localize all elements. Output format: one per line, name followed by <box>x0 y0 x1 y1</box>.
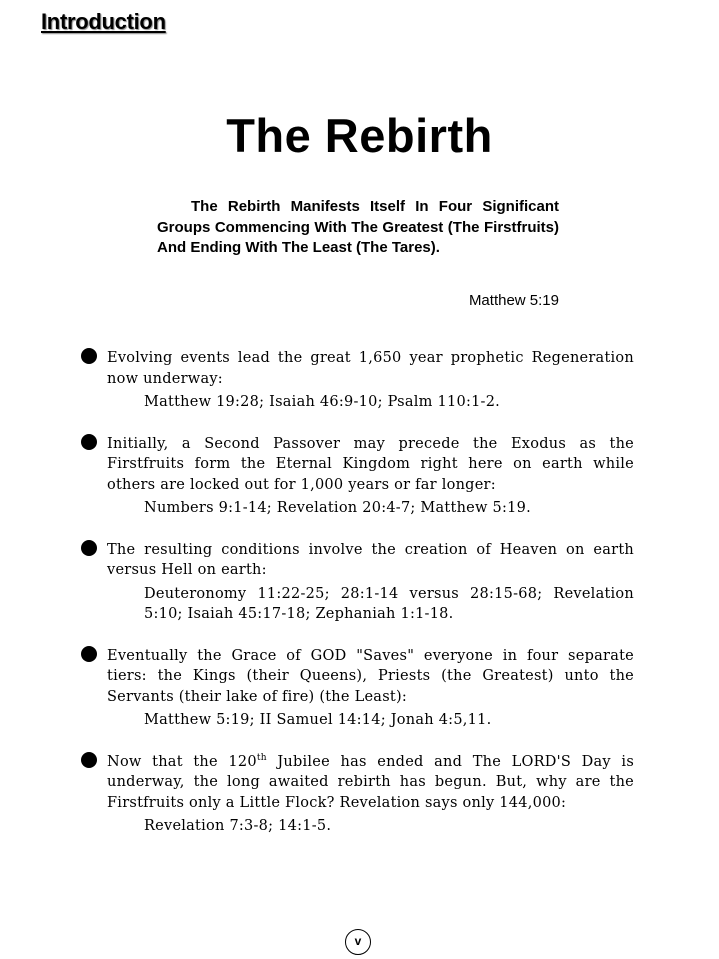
list-item-text: Eventually the Grace of GOD "Saves" everyone in four separate tiers: the Kings (their Queens), Priests (the Greatest) unto the Servants (their lake of fire) (the Least): <box>107 647 634 705</box>
bullet-list <box>74 348 634 858</box>
list-item <box>74 646 634 731</box>
list-item-references: Numbers 9:1-14; Revelation 20:4-7; Matthew 5:19. <box>144 500 531 516</box>
list-item-text: Evolving events lead the great 1,650 year prophetic Regeneration now underway: <box>107 350 634 387</box>
list-item-references: Matthew 5:19; II Samuel 14:14; Jonah 4:5,11. <box>144 712 492 728</box>
page-title: The Rebirth <box>226 109 493 162</box>
page-number: v <box>345 929 371 955</box>
bullet-dot-icon <box>81 434 97 450</box>
bullet-dot-icon <box>81 646 97 662</box>
list-item <box>74 540 634 625</box>
list-item <box>74 348 634 413</box>
list-item-text: Initially, a Second Passover may precede the Exodus as the Firstfruits form the Eternal Kingdom right here on earth while others are locked out for 1,000 years or far longer: <box>107 435 634 493</box>
abstract-text: The Rebirth Manifests Itself In Four Significant Groups Commencing With The Greatest (The Firstfruits) And Ending With The Least (The Tares). <box>157 198 559 256</box>
bullet-dot-icon <box>81 348 97 364</box>
list-item-text: The resulting conditions involve the creation of Heaven on earth versus Hell on earth: <box>107 541 634 578</box>
list-item <box>74 434 634 519</box>
bullet-dot-icon <box>81 540 97 556</box>
list-item <box>74 752 634 837</box>
list-item-text-end: Jubilee has ended and The LORD'S Day is underway, the long awaited rebirth has begun. But, why are the Firstfruits only a Little Flock? Revelation says only 144,000: <box>107 753 635 811</box>
section-label: Introduction <box>41 9 166 34</box>
ordinal-suffix: th <box>256 752 267 763</box>
list-item-references: Matthew 19:28; Isaiah 46:9-10; Psalm 110:1-2. <box>144 394 501 410</box>
list-item-references: Deuteronomy 11:22-25; 28:1-14 versus 28:15-68; Revelation 5:10; Isaiah 45:17-18; Zephaniah 1:1-18. <box>144 585 634 622</box>
list-item-references: Revelation 7:3-8; 14:1-5. <box>144 818 332 834</box>
list-item-text-start: Now that the 120 <box>107 753 257 770</box>
list-item-text <box>107 752 634 814</box>
abstract-reference: Matthew 5:19 <box>468 292 559 309</box>
bullet-dot-icon <box>81 752 97 768</box>
